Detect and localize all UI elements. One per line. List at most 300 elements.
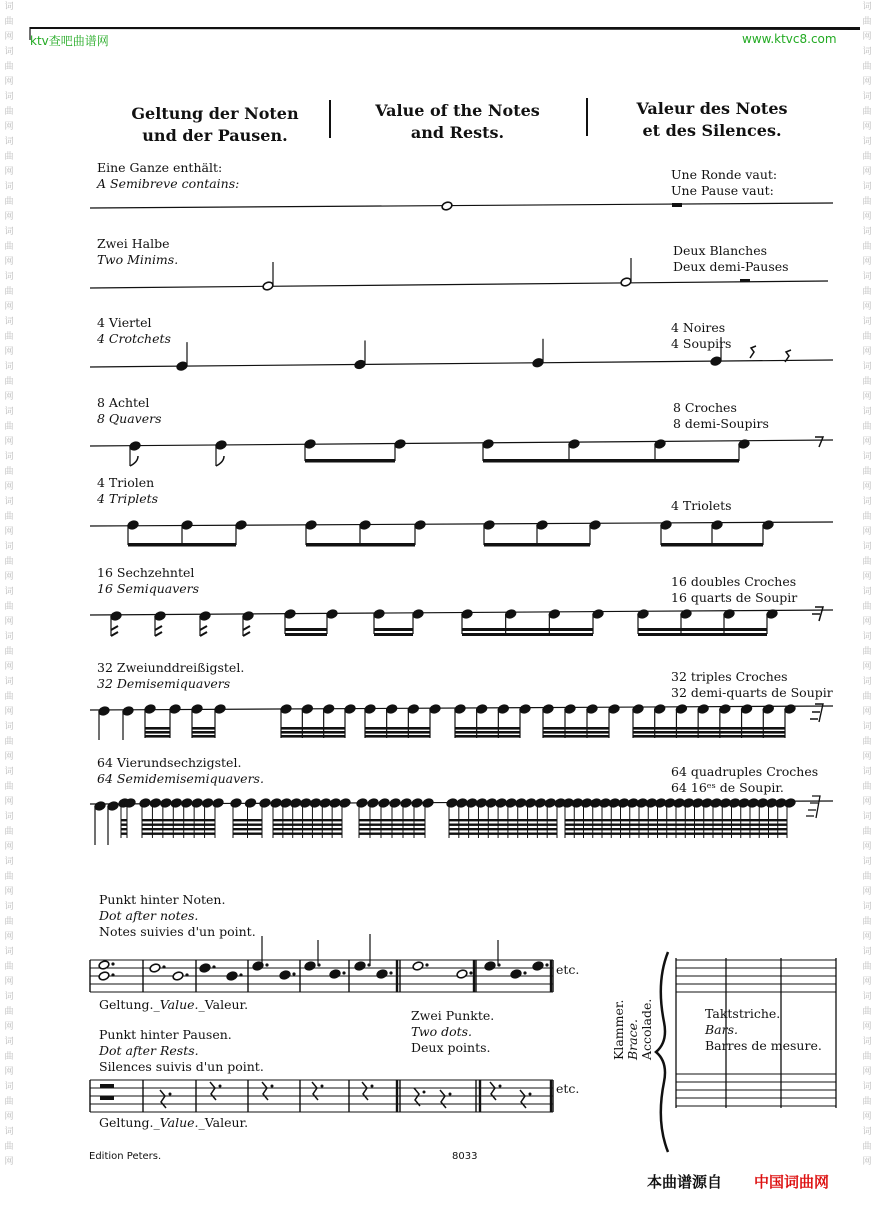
sixtyfourth-note	[534, 798, 546, 808]
dot	[162, 965, 165, 968]
triplet-note	[711, 520, 723, 530]
two-dots-en: Two dots.	[411, 1024, 473, 1039]
dotted-note	[412, 961, 424, 971]
row-8-en: 64 Semidemisemiquavers.	[97, 771, 264, 786]
edition-label: Edition Peters.	[89, 1151, 162, 1162]
thirtysecond-note	[632, 704, 644, 714]
sixtyfourth-note	[212, 798, 224, 808]
beam	[455, 735, 520, 738]
beam	[633, 731, 785, 734]
row-6-de: 16 Sechzehntel	[97, 565, 195, 580]
beam	[449, 824, 557, 826]
row-3-en: 4 Crotchets	[97, 331, 171, 346]
sixtyfourth-note	[319, 798, 331, 808]
sixtyfourth-note	[495, 798, 507, 808]
dot	[529, 1093, 532, 1096]
thirtysecond-note	[654, 704, 666, 714]
dotted-note	[199, 963, 211, 973]
dotted-note	[329, 969, 341, 979]
sixteenth-note	[592, 609, 604, 619]
sixtyfourth-note	[422, 798, 434, 808]
beam	[455, 731, 520, 734]
sixtyfourth-note	[245, 798, 257, 808]
sixteenth-note	[461, 609, 473, 619]
beam	[285, 633, 327, 636]
bars-fr: Barres de mesure.	[705, 1038, 822, 1053]
thirtysecond-note	[323, 704, 335, 714]
triplet-note	[359, 520, 371, 530]
triplet-note	[127, 520, 139, 530]
thirtysecond-note	[280, 704, 292, 714]
beam	[633, 727, 785, 730]
thirtysecond-note	[407, 704, 419, 714]
brace-symbol	[656, 952, 668, 1152]
thirtysecond-note	[564, 704, 576, 714]
thirtysecond-note	[519, 704, 531, 714]
sixtyfourth-rest	[806, 796, 820, 818]
dot	[499, 1085, 502, 1088]
triplet-note	[305, 520, 317, 530]
bars-en: Bars.	[705, 1022, 739, 1037]
row-8-fr-1: 64 quadruples Croches	[671, 764, 819, 779]
sixtyfourth-note	[784, 798, 796, 808]
row-1-de: Eine Ganze enthält:	[97, 160, 223, 175]
beam	[285, 628, 327, 631]
header-french-line1: Valeur des Notes	[636, 99, 788, 118]
thirtysecond-note	[476, 704, 488, 714]
flag	[243, 626, 250, 630]
dot	[523, 971, 526, 974]
staff-line-2	[90, 281, 828, 288]
beam	[142, 828, 215, 830]
header-german-line2: und der Pausen.	[142, 126, 288, 145]
thirtysecond-note	[191, 704, 203, 714]
dot	[371, 1085, 374, 1088]
sixtyfourth-note	[544, 798, 556, 808]
flag	[200, 632, 207, 636]
eighth-rest	[815, 437, 823, 447]
sixtyfourth-note	[107, 801, 119, 811]
row-1-fr-2: Une Pause vaut:	[671, 183, 774, 198]
row-6-en: 16 Semiquavers	[97, 581, 200, 596]
dotted-note	[304, 961, 316, 971]
quarter-note	[354, 359, 366, 369]
eighth-note	[304, 439, 316, 449]
rest	[414, 1088, 420, 1106]
beam	[142, 819, 215, 821]
beam	[121, 819, 127, 821]
dotted-note	[98, 971, 110, 981]
triplet-note	[181, 520, 193, 530]
thirtysecond-note	[762, 704, 774, 714]
flag	[111, 632, 118, 636]
brace-side-de: Klammer.	[611, 999, 626, 1060]
beam	[543, 731, 609, 734]
thirtysecond-note	[454, 704, 466, 714]
rest	[210, 1082, 216, 1100]
beam	[449, 833, 557, 835]
two-dots-fr: Deux points.	[411, 1040, 491, 1055]
sixtyfourth-note	[466, 798, 478, 808]
etc-1: etc.	[556, 962, 580, 977]
rest	[520, 1090, 526, 1108]
sixtyfourth-note	[270, 798, 282, 808]
dotted-note	[532, 961, 544, 971]
sixtyfourth-note	[339, 798, 351, 808]
thirtysecond-note	[586, 704, 598, 714]
sixteenth-note	[110, 611, 122, 621]
dot	[425, 963, 428, 966]
beam	[638, 628, 767, 631]
beam	[633, 735, 785, 738]
dot	[212, 965, 215, 968]
two-dots-de: Zwei Punkte.	[411, 1008, 495, 1023]
sixteenth-note	[373, 609, 385, 619]
sixtyfourth-note	[202, 798, 214, 808]
quarter-note	[710, 356, 722, 366]
sixtyfourth-note	[505, 798, 517, 808]
beam	[233, 824, 262, 826]
thirtysecond-note	[301, 704, 313, 714]
sixtyfourth-note	[259, 798, 271, 808]
half-rest	[100, 1096, 114, 1100]
value-de-2: Geltung._	[99, 1115, 160, 1130]
sixtyfourth-note	[191, 798, 203, 808]
flag	[130, 456, 138, 466]
sixtyfourth-note	[456, 798, 468, 808]
beam	[145, 735, 170, 738]
sixtyfourth-note	[290, 798, 302, 808]
sixtyfourth-note	[149, 798, 161, 808]
row-5-en: 4 Triplets	[97, 491, 159, 506]
beam	[145, 731, 170, 734]
eighth-note	[394, 439, 406, 449]
row-7-fr-1: 32 triples Croches	[671, 669, 788, 684]
sixtyfourth-note	[485, 798, 497, 808]
dot	[239, 973, 242, 976]
row-3-fr-2: 4 Soupirs	[671, 336, 732, 351]
eighth-note	[129, 441, 141, 451]
thirtysecond-note	[719, 704, 731, 714]
footer-source-black: 本曲谱源自	[647, 1173, 723, 1191]
sixtyfourth-note	[476, 798, 488, 808]
triplet-note	[483, 520, 495, 530]
header-english-line2: and Rests.	[410, 123, 505, 142]
row-6-fr-1: 16 doubles Croches	[671, 574, 797, 589]
row-4-en: 8 Quavers	[97, 411, 162, 426]
dot	[469, 971, 472, 974]
value-de: Geltung._	[99, 997, 160, 1012]
row-5-fr-1: 4 Triolets	[671, 498, 732, 513]
beam	[638, 633, 767, 636]
beam	[455, 727, 520, 730]
dot	[292, 972, 295, 975]
whole-rest	[672, 203, 682, 207]
dot	[265, 963, 268, 966]
beam	[449, 819, 557, 821]
top-rule	[30, 27, 860, 30]
dot-rests-en: Dot after Rests.	[99, 1043, 199, 1058]
thirtysecond-note	[144, 704, 156, 714]
eighth-note	[215, 440, 227, 450]
sixtyfourth-note	[309, 798, 321, 808]
sixteenth-note	[242, 611, 254, 621]
sixtyfourth-note	[389, 798, 401, 808]
dot	[321, 1085, 324, 1088]
beam	[483, 459, 739, 463]
beam	[142, 824, 215, 826]
row-4-fr-1: 8 Croches	[673, 400, 737, 415]
sixtyfourth-note	[160, 798, 172, 808]
beam	[281, 727, 345, 730]
row-8-fr-2: 64 16ᵉˢ de Soupir.	[671, 780, 784, 795]
dot	[342, 971, 345, 974]
rest	[312, 1082, 318, 1100]
beam	[142, 833, 215, 835]
dot	[389, 971, 392, 974]
sixtyfourth-note	[515, 798, 527, 808]
dot-rests-fr: Silences suivis d'un point.	[99, 1059, 264, 1074]
value-fr: _Valeur.	[198, 997, 249, 1012]
beam	[359, 828, 425, 830]
beam	[121, 833, 127, 835]
sixtyfourth-note	[181, 798, 193, 808]
beam	[305, 459, 395, 463]
sixtyfourth-note	[411, 798, 423, 808]
sixtyfourth-note	[378, 798, 390, 808]
whole-note	[441, 201, 453, 211]
thirtysecond-note	[364, 704, 376, 714]
header-english-line1: Value of the Notes	[375, 101, 540, 120]
rest	[262, 1082, 268, 1100]
sixtyfourth-note	[400, 798, 412, 808]
dot	[219, 1085, 222, 1088]
dot	[423, 1091, 426, 1094]
thirtysecond-note	[214, 704, 226, 714]
dot-notes-de: Punkt hinter Noten.	[99, 892, 226, 907]
row-6-fr-2: 16 quarts de Soupir	[671, 590, 798, 605]
beam	[273, 828, 342, 830]
beam	[565, 824, 787, 826]
flag	[216, 456, 224, 466]
header-french-line2: et des Silences.	[642, 121, 782, 140]
eighth-note	[568, 439, 580, 449]
beam	[543, 735, 609, 738]
dot	[111, 973, 114, 976]
beam	[462, 633, 593, 636]
triplet-note	[762, 520, 774, 530]
flag	[243, 632, 250, 636]
watermark-top-left: ktv查吧曲谱网	[30, 34, 109, 48]
beam	[233, 828, 262, 830]
row-5-de: 4 Triolen	[97, 475, 155, 490]
row-4-de: 8 Achtel	[97, 395, 150, 410]
sixtyfourth-note	[139, 798, 151, 808]
thirtysecond-note	[344, 704, 356, 714]
row-3-fr-1: 4 Noires	[671, 320, 726, 335]
watermark-side-left: 词 曲 网 词 曲 网 词 曲 网 词 曲 网 词 曲 网 词 曲 网 词 曲 网 词 曲 网 词 曲 网 词 曲 网 词 曲 网 词 曲 网 词 曲 网 词 曲 网 词 曲 网 词 曲 网 词 曲 网 词 曲 网 词 曲 网 词 曲 网 词 曲 网 词 曲 网 词 曲 网 词 曲 网 词 曲 网 词 曲 网	[4, 2, 14, 1167]
rest	[490, 1082, 496, 1100]
sixtyfourth-note	[446, 798, 458, 808]
beam	[273, 819, 342, 821]
beam	[192, 727, 215, 730]
sixtyfourth-note	[230, 798, 242, 808]
half-note	[262, 281, 274, 291]
brace-side-en: Brace.	[625, 1019, 640, 1060]
beam	[281, 735, 345, 738]
quarter-rest	[750, 346, 756, 358]
dot	[271, 1085, 274, 1088]
row-2-fr-1: Deux Blanches	[673, 243, 768, 258]
sixtyfourth-note	[300, 798, 312, 808]
eighth-note	[654, 439, 666, 449]
beam	[145, 727, 170, 730]
dot	[169, 1093, 172, 1096]
flag	[111, 626, 118, 630]
beam	[449, 828, 557, 830]
row-7-en: 32 Demisemiquavers	[97, 676, 231, 691]
triplet-beam	[484, 543, 590, 547]
beam	[359, 819, 425, 821]
dot	[545, 963, 548, 966]
beam	[359, 833, 425, 835]
thirtysecond-note	[429, 704, 441, 714]
sixtyfourth-note	[329, 798, 341, 808]
thirtysecond-note	[784, 704, 796, 714]
sixteenth-note	[548, 609, 560, 619]
watermark-side-right: 词 曲 网 词 曲 网 词 曲 网 词 曲 网 词 曲 网 词 曲 网 词 曲 网 词 曲 网 词 曲 网 词 曲 网 词 曲 网 词 曲 网 词 曲 网 词 曲 网 词 曲 网 词 曲 网 词 曲 网 词 曲 网 词 曲 网 词 曲 网 词 曲 网 词 曲 网 词 曲 网 词 曲 网 词 曲 网 词 曲 网	[862, 2, 872, 1167]
thirtysecond-note	[98, 706, 110, 716]
row-8-de: 64 Vierundsechzigstel.	[97, 755, 242, 770]
sixtyfourth-note	[280, 798, 292, 808]
row-7-de: 32 Zweiunddreißigstel.	[97, 660, 245, 675]
beam	[565, 819, 787, 821]
beam	[273, 833, 342, 835]
beam	[365, 735, 430, 738]
beam	[543, 727, 609, 730]
beam	[273, 824, 342, 826]
beam	[192, 731, 215, 734]
sixteenth-note	[284, 609, 296, 619]
sixtyfourth-note	[356, 798, 368, 808]
dotted-note	[510, 969, 522, 979]
beam	[565, 828, 787, 830]
beam	[233, 819, 262, 821]
rest	[362, 1082, 368, 1100]
value-en: Value.	[159, 997, 199, 1012]
half-rest	[740, 279, 750, 282]
sixteenth-note	[199, 611, 211, 621]
thirtysecond-note	[608, 704, 620, 714]
row-1-en: A Semibreve contains:	[97, 176, 240, 191]
thirtysecond-note	[122, 706, 134, 716]
quarter-note	[176, 361, 188, 371]
dotted-note	[376, 969, 388, 979]
flag	[155, 626, 162, 630]
row-1-fr-1: Une Ronde vaut:	[671, 167, 778, 182]
row-2-en: Two Minims.	[97, 252, 179, 267]
thirtysecond-note	[697, 704, 709, 714]
dot	[449, 1093, 452, 1096]
staff-line-4	[90, 440, 833, 446]
eighth-note	[482, 439, 494, 449]
beam	[374, 633, 413, 636]
row-4-fr-2: 8 demi-Soupirs	[673, 416, 769, 431]
rest	[160, 1090, 166, 1108]
beam	[359, 824, 425, 826]
triplet-note	[414, 520, 426, 530]
dot-rests-de: Punkt hinter Pausen.	[99, 1027, 232, 1042]
dot	[185, 973, 188, 976]
thirtysecond-note	[497, 704, 509, 714]
beam	[365, 731, 430, 734]
thirtysecond-note	[675, 704, 687, 714]
bars-de: Taktstriche.	[705, 1006, 781, 1021]
rest	[440, 1090, 446, 1108]
etc-2: etc.	[556, 1081, 580, 1096]
dot-notes-fr: Notes suivies d'un point.	[99, 924, 256, 939]
triplet-beam	[128, 543, 236, 547]
triplet-note	[589, 520, 601, 530]
sixtyfourth-note	[367, 798, 379, 808]
dot	[111, 962, 114, 965]
watermark-top-right: www.ktvc8.com	[742, 32, 837, 46]
row-2-de: Zwei Halbe	[97, 236, 170, 251]
beam	[565, 833, 787, 835]
dotted-note	[456, 969, 468, 979]
dotted-note	[279, 970, 291, 980]
row-2-fr-2: Deux demi-Pauses	[673, 259, 789, 274]
dotted-note	[226, 971, 238, 981]
sixteenth-rest	[812, 607, 823, 621]
dotted-note	[172, 971, 184, 981]
flag	[200, 626, 207, 630]
row-7-fr-2: 32 demi-quarts de Soupir	[671, 685, 833, 700]
beam	[192, 735, 215, 738]
beam	[281, 731, 345, 734]
beam	[121, 824, 127, 826]
header-german-line1: Geltung der Noten	[131, 104, 299, 123]
page-number: 8033	[452, 1151, 478, 1162]
dotted-note	[98, 960, 110, 970]
dotted-note	[484, 961, 496, 971]
half-note	[620, 277, 632, 287]
beam	[121, 828, 127, 830]
row-3-de: 4 Viertel	[97, 315, 152, 330]
flag	[155, 632, 162, 636]
thirtysecond-note	[169, 704, 181, 714]
footer-source-red: 中国词曲网	[754, 1173, 830, 1191]
brace-side-fr: Accolade.	[639, 998, 654, 1060]
sixteenth-note	[154, 611, 166, 621]
dotted-note	[149, 963, 161, 973]
triplet-beam	[661, 543, 763, 547]
value-fr-2: _Valeur.	[198, 1115, 249, 1130]
sixtyfourth-note	[170, 798, 182, 808]
thirtysecond-note	[542, 704, 554, 714]
thirtysecond-note	[741, 704, 753, 714]
sixteenth-note	[326, 609, 338, 619]
beam	[365, 727, 430, 730]
value-en-2: Value.	[159, 1115, 199, 1130]
sixteenth-note	[637, 609, 649, 619]
staff-line-1	[90, 203, 833, 208]
dotted-note	[354, 961, 366, 971]
triplet-note	[235, 520, 247, 530]
whole-rest	[100, 1084, 114, 1088]
triplet-note	[536, 520, 548, 530]
triplet-note	[660, 520, 672, 530]
